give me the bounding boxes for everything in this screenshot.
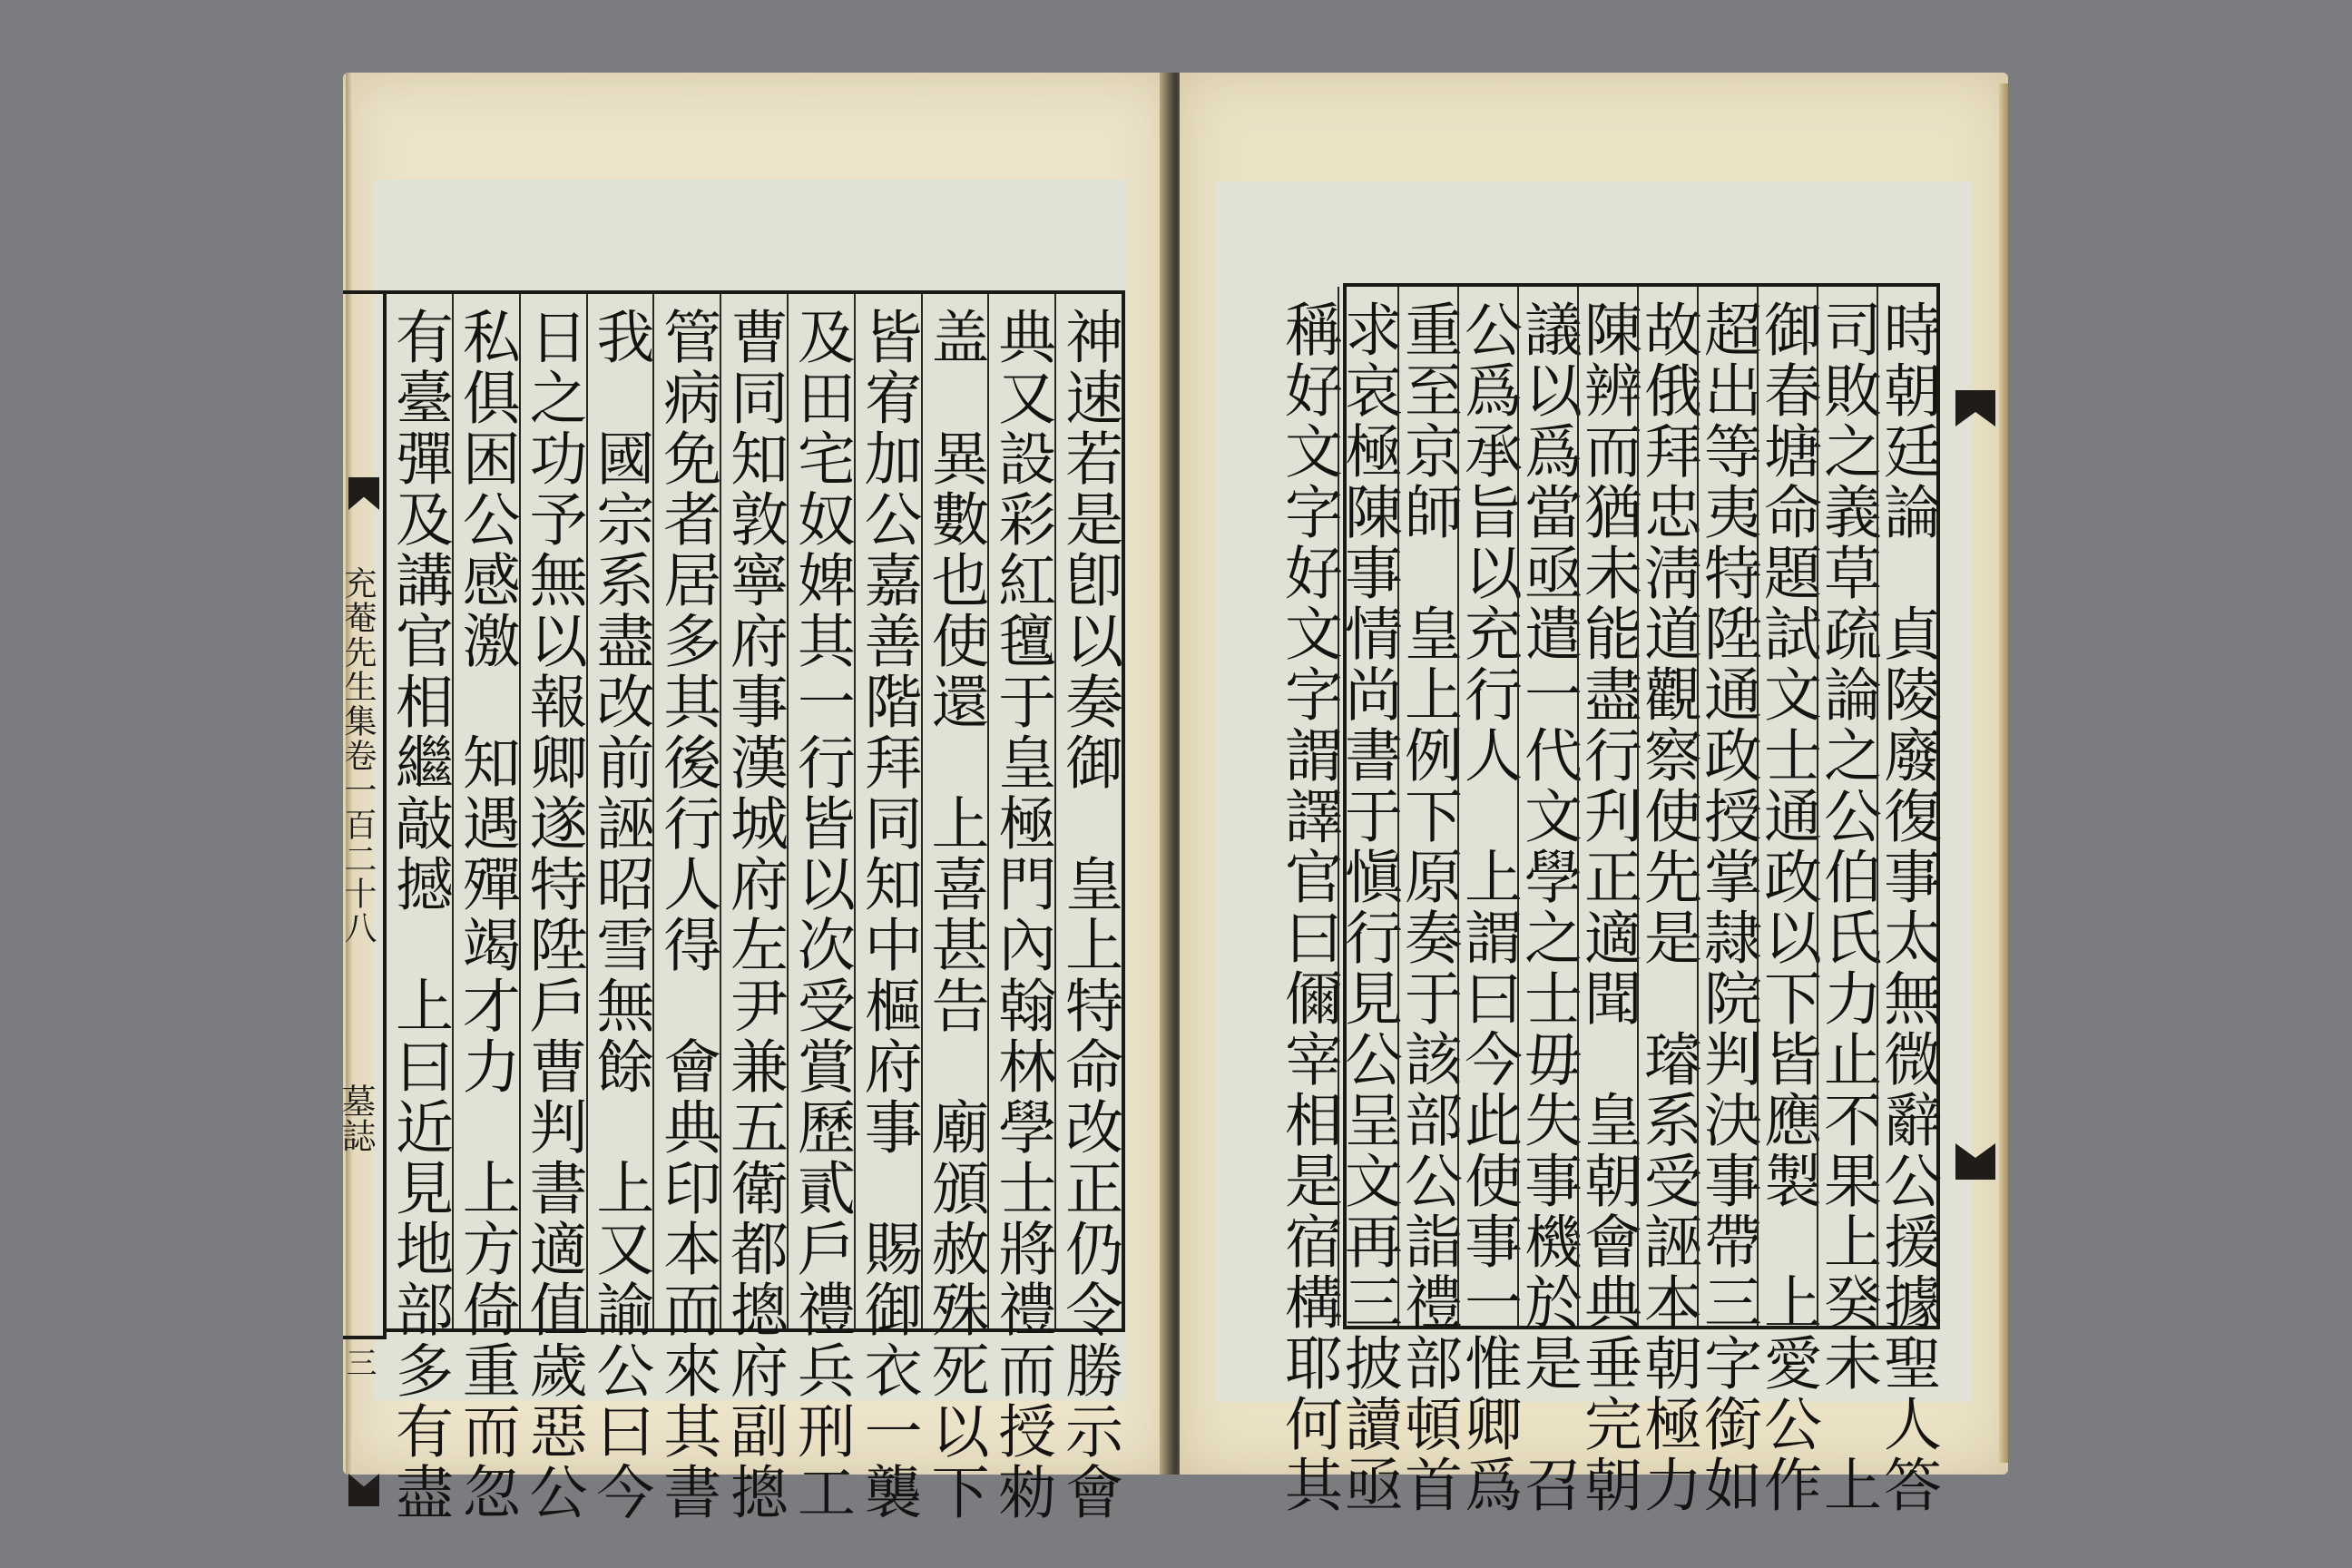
text-column: 御春塘命題試文士通政以下皆應製 上愛公作 — [1757, 287, 1817, 1326]
lower-fishtail-icon — [348, 1474, 379, 1506]
banxin-book-title: 充菴先生集卷一百二十八 — [339, 566, 377, 946]
text-column: 稱好文字好文字謂譯官曰儞宰相是宿構耶何其 — [1275, 299, 1342, 1515]
text-column: 時朝廷論 貞陵廢復事太無微辭公援據聖人答 — [1877, 287, 1936, 1326]
right-page-edge — [1999, 83, 2008, 1463]
text-column: 典又設彩紅氊于皇極門內翰林學士將禮而授勑 — [987, 294, 1054, 1328]
text-column: 及田宅奴婢其一行皆以次受賞歷貳戶禮兵刑工 — [787, 294, 854, 1328]
left-page — [336, 73, 1171, 1523]
right-lower-fishtail-icon — [1955, 1143, 1995, 1180]
open-book — [336, 73, 2008, 1523]
text-column: 有臺彈及講官相繼敲撼 上曰近見地部多有盡 — [385, 307, 453, 1523]
banxin-page-number: 三 — [340, 1347, 377, 1377]
left-text-columns — [385, 294, 1123, 1523]
banxin-center-column — [336, 290, 387, 1377]
text-column: 皆宥加公嘉善階拜同知中樞府事 賜御衣一襲 — [854, 294, 921, 1328]
text-column: 司敗之義草疏論之公伯氏力止不果上癸未 上 — [1817, 287, 1877, 1326]
right-text-frame — [1275, 283, 1941, 1515]
left-text-frame — [383, 290, 1125, 1523]
text-column: 公爲承旨以充行人 上謂曰今此使事一惟卿爲 — [1457, 287, 1517, 1326]
text-column: 神速若是卽以奏御 皇上特命改正仍令勝示會 — [1054, 294, 1122, 1328]
text-column: 盖 異數也使還 上喜甚告 廟頒赦殊死以下 — [921, 294, 988, 1328]
banxin-section-label: 墓誌 — [336, 1083, 376, 1152]
text-column: 我 國宗系盡改前誣昭雪無餘 上又諭公曰今 — [586, 294, 653, 1328]
text-column: 日之功予無以報卿遂特陞戶曹判書適值歲惡公 — [519, 294, 586, 1328]
text-column: 求哀極陳事情尚書于愼行見公呈文再三披讀亟 — [1338, 287, 1397, 1326]
text-column: 陳辨而猶未能盡行刋正適聞 皇朝會典垂完朝 — [1577, 287, 1637, 1326]
text-column: 超出等夷特陞通政授掌隷院判決事帶三字銜如 — [1697, 287, 1757, 1326]
right-page — [1180, 73, 2008, 1515]
text-column: 曹同知敦寧府事漢城府左尹兼五衛都摠府副摠 — [720, 294, 787, 1328]
text-column: 重至京師 皇上例下原奏于該部公詣禮部頓首 — [1397, 287, 1457, 1326]
text-column: 管病免者居多其後行人得 會典印本而來其書 — [652, 294, 720, 1328]
text-column: 故俄拜忠淸道觀察使先是 璿系受誣本朝極力 — [1637, 287, 1697, 1326]
upper-fishtail-icon — [348, 477, 379, 510]
text-column: 議以爲當亟遣一代文學之士毋失事機於是 召 — [1517, 287, 1577, 1326]
text-column: 私俱困公感激 知遇殫竭才力 上方倚重而忽 — [452, 294, 519, 1328]
right-upper-fishtail-icon — [1955, 390, 1995, 426]
right-text-columns — [1275, 287, 1941, 1515]
